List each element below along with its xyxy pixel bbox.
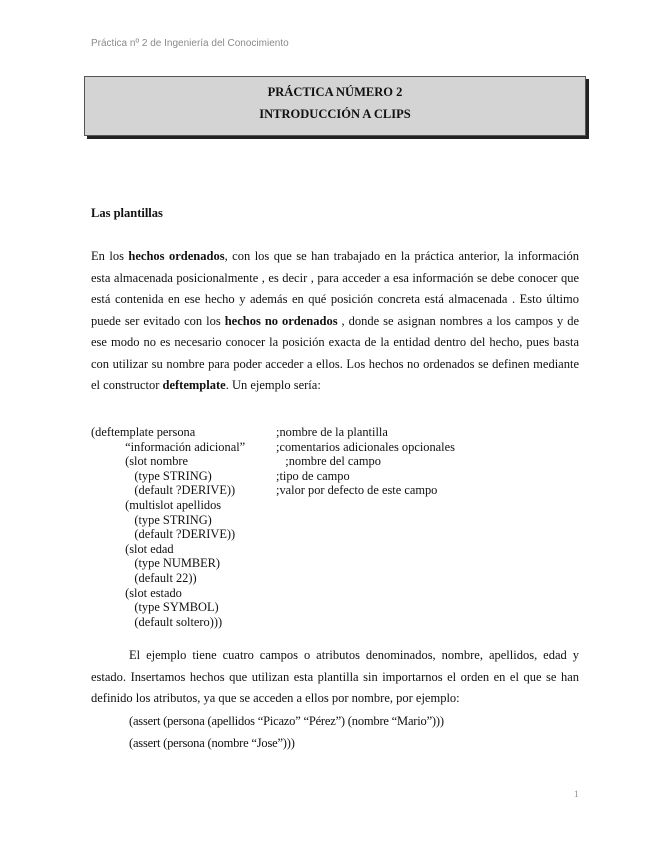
title-line-1: PRÁCTICA NÚMERO 2 [267, 85, 403, 99]
code-line: (default ?DERIVE)) [91, 527, 236, 542]
code-comment: ;valor por defecto de este campo [276, 483, 438, 498]
assert-example-2: (assert (persona (nombre “Jose”))) [129, 736, 295, 750]
code-line: (multislot apellidos [91, 497, 222, 512]
bold-term: hechos no ordenados [224, 313, 338, 328]
code-comments [276, 425, 455, 498]
code-line: “información adicional” [91, 439, 246, 454]
paragraph-text: , donde se asignan nombres a los campos y de ese modo no es necesario conocer la posición exacta de la entidad dentro del hecho, pues basta con utilizar su nombre para poder acceder a ellos. Los hechos no ordenados se definen mediante el constructor [91, 313, 580, 392]
code-line: (slot edad [91, 541, 174, 556]
paragraph-text: En los [91, 249, 129, 263]
code-line: (type NUMBER) [91, 556, 221, 571]
code-comment: ;nombre de la plantilla [276, 425, 388, 439]
code-line: (type SYMBOL) [91, 600, 219, 615]
bold-term: hechos ordenados [128, 249, 225, 263]
code-block [91, 425, 245, 629]
code-comment: ;comentarios adicionales opcionales [276, 439, 455, 454]
paragraph-text: El ejemplo tiene cuatro campos o atributos denominados, nombre, apellidos, edad y estado. Insertamos hechos que utilizan esta plantilla sin importarnos el orden en el que se han definido los atributos, ya que se acceden a ellos por nombre, por ejemplo: [91, 648, 579, 705]
section-heading: Las plantillas [91, 206, 163, 220]
paragraph-intro [91, 246, 579, 397]
paragraph-example [91, 645, 579, 710]
code-line: (slot estado [91, 585, 182, 600]
assert-example-1: (assert (persona (apellidos “Picazo” “Pérez”) (nombre “Mario”))) [129, 714, 444, 728]
code-line: (default 22)) [91, 570, 197, 585]
paragraph-text: . Un ejemplo sería: [225, 378, 321, 392]
bold-term: deftemplate [162, 378, 226, 392]
title-box [84, 76, 586, 136]
code-line: (deftemplate persona [91, 425, 196, 439]
page-number: 1 [574, 789, 579, 799]
code-line: (default ?DERIVE)) [91, 483, 236, 498]
code-line: (slot nombre [91, 454, 189, 469]
code-line: (type STRING) [91, 512, 212, 527]
paragraph-text: , con los que se han trabajado en la práctica anterior, la información esta almacenada posicionalmente , es decir , para acceder a esa información se debe conocer que está contenida en ese hecho y además en qué posición concreta está almacenada . Esto último puede ser evitado con los [91, 249, 579, 328]
title-line-2: INTRODUCCIÓN A CLIPS [259, 107, 411, 121]
code-line: (default soltero))) [91, 614, 223, 629]
code-comment: ;tipo de campo [276, 468, 350, 483]
code-comment: ;nombre del campo [276, 454, 381, 469]
code-line: (type STRING) [91, 468, 212, 483]
running-header: Práctica nº 2 de Ingeniería del Conocimiento [91, 38, 289, 49]
